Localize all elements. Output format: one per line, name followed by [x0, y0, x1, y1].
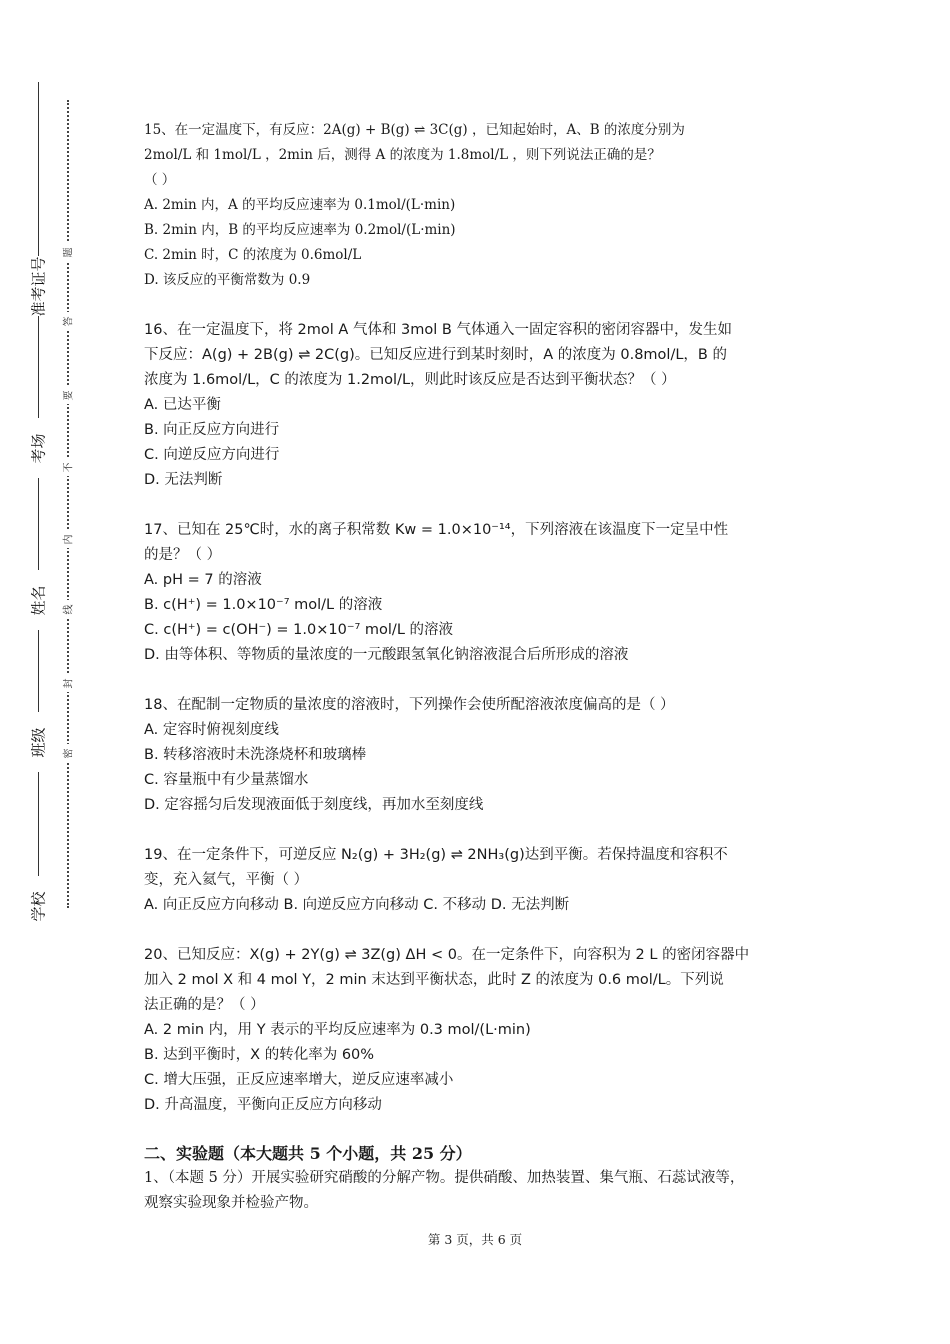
field-label-name: 姓名 — [22, 570, 54, 630]
question-line: 19、在一定条件下，可逆反应 N₂(g) + 3H₂(g) ⇌ 2NH₃(g)达到平衡。若保持温度和容积不 — [144, 847, 728, 863]
option-c: C. 容量瓶中有少量蒸馏水 — [144, 772, 309, 788]
option-b: B. c(H⁺) = 1.0×10⁻⁷ mol/L 的溶液 — [144, 597, 383, 613]
option-a: A. 定容时俯视刻度线 — [144, 722, 279, 738]
question-line: 20、已知反应：X(g) + 2Y(g) ⇌ 3Z(g) ΔH < 0。在一定条件下，向容积为 2 L 的密闭容器中 — [144, 947, 750, 963]
exam-content — [144, 118, 812, 1216]
page-footer: 第 3 页，共 6 页 — [427, 1232, 523, 1247]
question-line: 加入 2 mol X 和 4 mol Y，2 min 末达到平衡状态，此时 Z 的浓度为 0.6 mol/L。下列说 — [144, 972, 724, 988]
question-line: 观察实验现象并检验产物。 — [144, 1195, 318, 1211]
option-d: D. 无法判断 — [144, 472, 223, 488]
field-label-class: 班级 — [22, 712, 54, 772]
seal-char: 内 — [58, 530, 76, 548]
option-d: D. 升高温度，平衡向正反应方向移动 — [144, 1097, 382, 1113]
option-a: A. 2 min 内，用 Y 表示的平均反应速率为 0.3 mol/(L·min) — [144, 1022, 531, 1038]
option-a: A. 已达平衡 — [144, 397, 221, 413]
question-line: 下反应：A(g) + 2B(g) ⇌ 2C(g)。已知反应进行到某时刻时，A 的浓度为 0.8mol/L，B 的 — [144, 347, 727, 363]
question-line: 法正确的是？（ ） — [144, 997, 265, 1013]
option-d: D. 由等体积、等物质的量浓度的一元酸跟氢氧化钠溶液混合后所形成的溶液 — [144, 647, 629, 663]
option-a: A. pH = 7 的溶液 — [144, 572, 262, 588]
question-15 — [144, 118, 812, 293]
option-c: C. c(H⁺) = c(OH⁻) = 1.0×10⁻⁷ mol/L 的溶液 — [144, 622, 454, 638]
question-line: 2mol/L 和 1mol/L ，2min 后，测得 A 的浓度为 1.8mol/L ，则下列说法正确的是？ — [144, 147, 661, 163]
seal-char: 题 — [58, 243, 76, 261]
question-line: 浓度为 1.6mol/L，C 的浓度为 1.2mol/L，则此时该反应是否达到平衡状态？（ ） — [144, 372, 676, 388]
question-line: 的是？（ ） — [144, 547, 222, 563]
option-d: D. 该反应的平衡常数为 0.9 — [144, 272, 311, 288]
question-line: 变，充入氦气，平衡（ ） — [144, 872, 309, 888]
section-2-title: 二、实验题（本大题共 5 个小题，共 25 分） — [144, 1144, 472, 1163]
question-16 — [144, 318, 812, 493]
seal-char: 封 — [58, 674, 76, 692]
binding-dotted-line — [67, 100, 69, 908]
seal-char: 线 — [58, 600, 76, 618]
options-inline: A. 向正反应方向移动 B. 向逆反应方向移动 C. 不移动 D. 无法判断 — [144, 897, 570, 913]
question-17 — [144, 518, 812, 668]
question-18 — [144, 693, 812, 818]
question-19 — [144, 843, 812, 918]
question-line: 16、在一定温度下，将 2mol A 气体和 3mol B 气体通入一固定容积的密闭容器中，发生如 — [144, 322, 732, 338]
option-b: B. 转移溶液时未洗涤烧杯和玻璃棒 — [144, 747, 367, 763]
option-a: A. 2min 内，A 的平均反应速率为 0.1mol/(L·min) — [144, 197, 456, 213]
question-line: 1、（本题 5 分）开展实验研究硝酸的分解产物。提供硝酸、加热装置、集气瓶、石蕊试液等， — [144, 1170, 745, 1186]
question-line: 18、在配制一定物质的量浓度的溶液时，下列操作会使所配溶液浓度偏高的是（ ） — [144, 697, 675, 713]
section-2-body — [144, 1166, 812, 1216]
field-label-school: 学校 — [22, 876, 54, 936]
seal-char: 要 — [58, 386, 76, 404]
option-c: C. 增大压强，正反应速率增大，逆反应速率减小 — [144, 1072, 454, 1088]
question-line: 17、已知在 25℃时，水的离子积常数 Kw = 1.0×10⁻¹⁴，下列溶液在该温度下一定呈中性 — [144, 522, 729, 538]
option-c: C. 向逆反应方向进行 — [144, 447, 280, 463]
seal-char: 答 — [58, 312, 76, 330]
option-c: C. 2min 时，C 的浓度为 0.6mol/L — [144, 247, 362, 263]
question-20 — [144, 943, 812, 1118]
field-label-exam-room: 考场 — [22, 418, 54, 478]
option-b: B. 2min 内，B 的平均反应速率为 0.2mol/(L·min) — [144, 222, 456, 238]
field-label-exam-number: 准考证号 — [22, 256, 54, 316]
binding-solid-line — [38, 82, 39, 918]
question-line: （ ） — [144, 172, 176, 188]
seal-char: 不 — [58, 458, 76, 476]
option-b: B. 向正反应方向进行 — [144, 422, 280, 438]
question-line: 15、在一定温度下，有反应：2A(g) + B(g) ⇌ 3C(g) ，已知起始时，A、B 的浓度分别为 — [144, 122, 685, 138]
option-d: D. 定容摇匀后发现液面低于刻度线，再加水至刻度线 — [144, 797, 484, 813]
option-b: B. 达到平衡时，X 的转化率为 60% — [144, 1047, 375, 1063]
seal-char: 密 — [58, 744, 76, 762]
